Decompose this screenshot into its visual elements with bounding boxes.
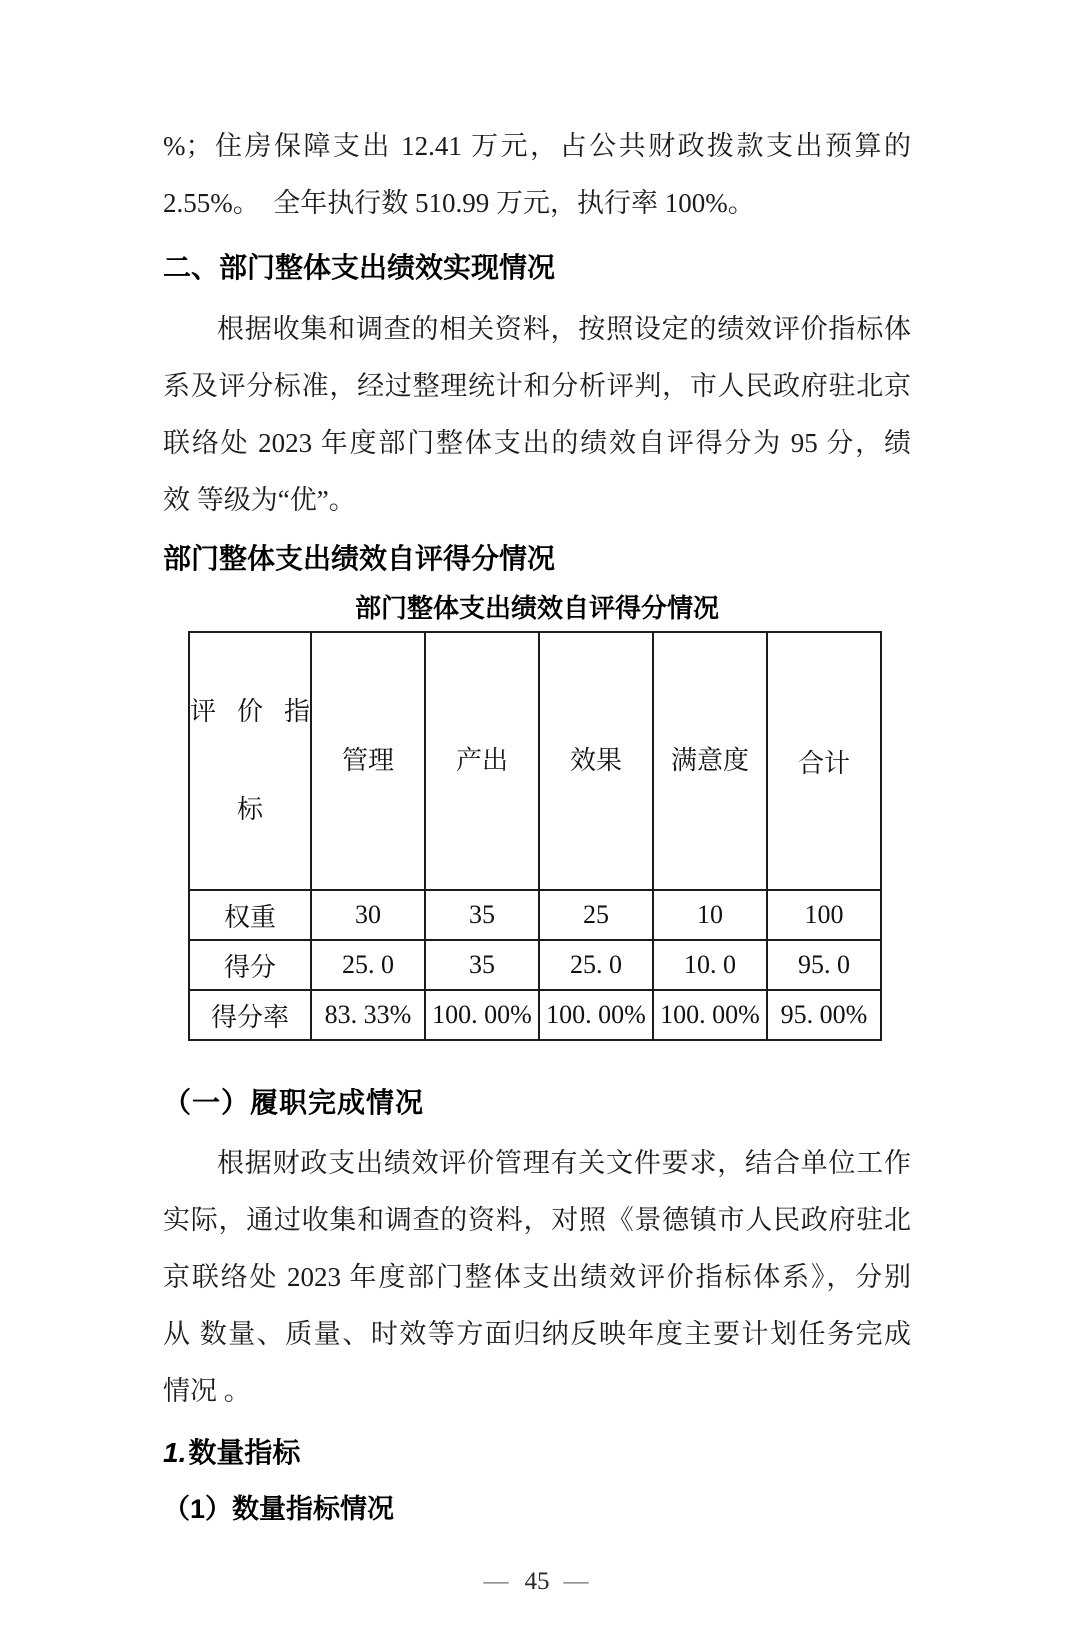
table-cell: 100 (767, 890, 881, 940)
table-cell: 35 (425, 940, 539, 990)
body-line: 实际，通过收集和调查的资料，对照《景德镇市人民政府驻北 (163, 1205, 911, 1235)
page-footer (163, 1568, 911, 1596)
table-header-cell: 管理 (311, 632, 425, 890)
quantity-sub-heading: （1）数量指标情况 (163, 1494, 395, 1524)
footer-dash-right: — (563, 1568, 591, 1595)
page-number: 45 (524, 1568, 550, 1595)
table-cell: 30 (311, 890, 425, 940)
table-header-cell: 产出 (425, 632, 539, 890)
table-cell: 95. 0 (767, 940, 881, 990)
table-header-cell-total: 合计 (767, 632, 881, 890)
table-header-row (189, 632, 881, 890)
section-2-heading: 二、部门整体支出绩效实现情况 (163, 252, 556, 283)
table-cell: 25 (539, 890, 653, 940)
table-header-cell: 满意度 (653, 632, 767, 890)
table-row-weight (189, 890, 881, 940)
body-line: 从 数量、质量、时效等方面归纳反映年度主要计划任务完成 (163, 1319, 911, 1349)
table-cell: 35 (425, 890, 539, 940)
table-row-score (189, 940, 881, 990)
header-cell-line: 标 (236, 795, 263, 824)
body-line: 京联络处 2023 年度部门整体支出绩效评价指标体系》，分别 (163, 1262, 911, 1292)
row-label: 得分 (189, 940, 311, 990)
score-table (188, 631, 882, 1041)
row-label: 得分率 (189, 990, 311, 1040)
table-cell: 10. 0 (653, 940, 767, 990)
body-line: 根据收集和调查的相关资料，按照设定的绩效评价指标体 (217, 314, 911, 344)
table-cell: 10 (653, 890, 767, 940)
body-line: 联络处 2023 年度部门整体支出的绩效自评得分为 95 分，绩 (163, 428, 911, 458)
footer-dash-left: — (483, 1568, 511, 1595)
table-cell: 83. 33% (311, 990, 425, 1040)
body-line: 2.55%。 全年执行数 510.99 万元，执行率 100%。 (163, 188, 755, 218)
quantity-heading (163, 1430, 911, 1476)
body-line: 情况 。 (163, 1376, 251, 1406)
table-cell: 25. 0 (539, 940, 653, 990)
table-header-cell-indicator (189, 632, 311, 890)
score-table-caption: 部门整体支出绩效自评得分情况 (354, 593, 719, 623)
quantity-heading-text: 数量指标 (188, 1437, 301, 1468)
body-line: 效 等级为“优”。 (163, 485, 356, 515)
row-label: 权重 (189, 890, 311, 940)
table-cell: 100. 00% (653, 990, 767, 1040)
body-line: %；住房保障支出 12.41 万元，占公共财政拨款支出预算的 (163, 131, 911, 161)
table-cell: 25. 0 (311, 940, 425, 990)
body-line: 根据财政支出绩效评价管理有关文件要求，结合单位工作 (217, 1148, 911, 1178)
subsection-1-heading: （一）履职完成情况 (163, 1087, 425, 1118)
header-cell-line: 评 价 指 (190, 697, 310, 726)
quantity-heading-number: 1. (163, 1437, 187, 1468)
table-cell: 100. 00% (539, 990, 653, 1040)
table-cell: 100. 00% (425, 990, 539, 1040)
body-line: 系及评分标准，经过整理统计和分析评判，市人民政府驻北京 (163, 371, 911, 401)
score-section-heading: 部门整体支出绩效自评得分情况 (163, 543, 556, 574)
table-cell: 95. 00% (767, 990, 881, 1040)
table-row-score-rate (189, 990, 881, 1040)
table-header-cell: 效果 (539, 632, 653, 890)
